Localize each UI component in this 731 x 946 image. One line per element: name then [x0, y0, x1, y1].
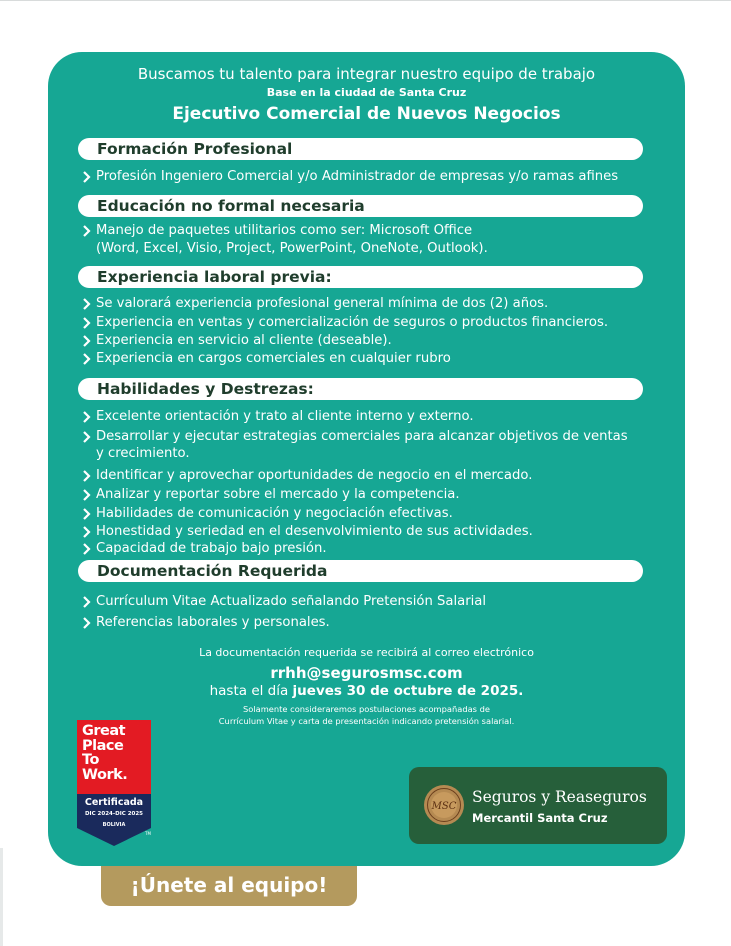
- gptw-logo-panel: [77, 720, 151, 794]
- chevron-right-icon: [80, 542, 93, 556]
- list-item-text: Experiencia en cargos comerciales en cualquier rubro: [96, 351, 451, 366]
- gptw-country: BOLIVIA: [102, 822, 126, 828]
- list-item-text: Profesión Ingeniero Comercial y/o Administrador de empresas y/o ramas afines: [96, 169, 619, 184]
- list-item: [96, 506, 645, 522]
- gptw-word: Place: [82, 737, 124, 754]
- application-note: Solamente consideraremos postulaciones acompañadas de: [242, 704, 491, 714]
- chevron-right-icon: [80, 488, 93, 502]
- gptw-trademark: TM: [145, 831, 151, 836]
- chevron-right-icon: [80, 595, 93, 609]
- section-header-documentacion: [78, 560, 643, 582]
- list-item-text-continued: (Word, Excel, Visio, Project, PowerPoint, OneNote, Outlook).: [96, 241, 488, 256]
- list-item: [96, 524, 645, 540]
- gptw-word: To: [82, 752, 99, 768]
- location-line: Base en la ciudad de Santa Cruz: [266, 86, 467, 99]
- list-item: [96, 487, 645, 503]
- section-title: Formación Profesional: [97, 140, 293, 158]
- gptw-dates: DIC 2024-DIC 2025: [84, 811, 144, 817]
- chevron-right-icon: [80, 525, 93, 539]
- gptw-word: Work.: [82, 766, 128, 783]
- list-item: [96, 351, 645, 367]
- seal-monogram: MSC: [431, 801, 457, 812]
- deadline-date: jueves 30 de octubre de 2025.: [292, 683, 524, 699]
- gptw-logo-text: [82, 724, 127, 782]
- position-title: Ejecutivo Comercial de Nuevos Negocios: [172, 104, 561, 124]
- section-title: Experiencia laboral previa:: [97, 268, 332, 286]
- list-item-text: Honestidad y seriedad en el desenvolvimiento de sus actividades.: [96, 524, 533, 539]
- company-name: Seguros y Reaseguros: [472, 788, 647, 806]
- chevron-right-icon: [80, 616, 93, 630]
- recruiting-headline: Buscamos tu talento para integrar nuestro equipo de trabajo: [137, 65, 596, 83]
- company-subtitle: Mercantil Santa Cruz: [472, 811, 608, 825]
- list-item: [96, 429, 645, 462]
- list-item: [96, 315, 645, 331]
- list-item-text: Capacidad de trabajo bajo presión.: [96, 541, 327, 556]
- section-header-experiencia: [78, 266, 643, 288]
- top-divider: [0, 0, 731, 1]
- list-item-text: Referencias laborales y personales.: [96, 615, 330, 630]
- list-item: [96, 468, 645, 484]
- chevron-right-icon: [80, 170, 93, 184]
- section-title: Educación no formal necesaria: [97, 197, 365, 215]
- section-title: Documentación Requerida: [97, 562, 328, 580]
- application-deadline: [48, 683, 685, 699]
- list-item: [96, 615, 645, 631]
- gptw-word: Great: [82, 723, 126, 739]
- chevron-right-icon: [80, 316, 93, 330]
- list-item: [96, 296, 645, 312]
- list-item: [96, 541, 645, 557]
- company-seal-icon: [423, 784, 465, 826]
- chevron-right-icon: [80, 469, 93, 483]
- section-header-educacion: [78, 195, 643, 217]
- section-header-habilidades: [78, 378, 643, 400]
- chevron-right-icon: [80, 352, 93, 366]
- job-posting-card: [48, 52, 685, 866]
- list-item-text: Identificar y aprovechar oportunidades de negocio en el mercado.: [96, 468, 533, 483]
- list-item-text: Experiencia en servicio al cliente (deseable).: [96, 333, 392, 348]
- chevron-right-icon: [80, 334, 93, 348]
- join-team-label: ¡Únete al equipo!: [130, 873, 328, 897]
- chevron-right-icon: [80, 430, 93, 444]
- chevron-right-icon: [80, 507, 93, 521]
- application-note-continued: Currículum Vitae y carta de presentación indicando pretensión salarial.: [218, 716, 515, 726]
- list-item-text: Excelente orientación y trato al cliente interno y externo.: [96, 409, 474, 424]
- list-item: [96, 409, 645, 425]
- contact-email[interactable]: rrhh@segurosmsc.com: [270, 664, 463, 682]
- deadline-prefix: hasta el día: [209, 683, 293, 699]
- list-item: [96, 169, 645, 185]
- company-brand-box: [409, 767, 667, 844]
- list-item-text: Desarrollar y ejecutar estrategias comerciales para alcanzar objetivos de ventas: [96, 429, 628, 444]
- join-team-banner[interactable]: [101, 866, 357, 906]
- list-item-text: Currículum Vitae Actualizado señalando Pretensión Salarial: [96, 594, 487, 609]
- list-item-text: Se valorará experiencia profesional general mínima de dos (2) años.: [96, 296, 549, 311]
- gptw-certified-label: Certificada: [84, 797, 144, 808]
- contact-intro: La documentación requerida se recibirá al correo electrónico: [199, 646, 534, 659]
- list-item: [96, 594, 645, 610]
- section-header-formacion: [78, 138, 643, 160]
- list-item: [96, 223, 645, 257]
- great-place-to-work-badge: [77, 720, 151, 846]
- list-item-text-continued: y crecimiento.: [96, 446, 190, 461]
- list-item: [96, 333, 645, 349]
- chevron-right-icon: [80, 297, 93, 311]
- section-title: Habilidades y Destrezas:: [97, 380, 314, 398]
- list-item-text: Experiencia en ventas y comercialización de seguros o productos financieros.: [96, 315, 609, 330]
- list-item-text: Habilidades de comunicación y negociación efectivas.: [96, 506, 453, 521]
- left-edge-strip: [0, 848, 3, 946]
- chevron-right-icon: [80, 224, 93, 238]
- chevron-right-icon: [80, 410, 93, 424]
- list-item-text: Analizar y reportar sobre el mercado y la competencia.: [96, 487, 460, 502]
- list-item-text: Manejo de paquetes utilitarios como ser: Microsoft Office: [96, 223, 473, 238]
